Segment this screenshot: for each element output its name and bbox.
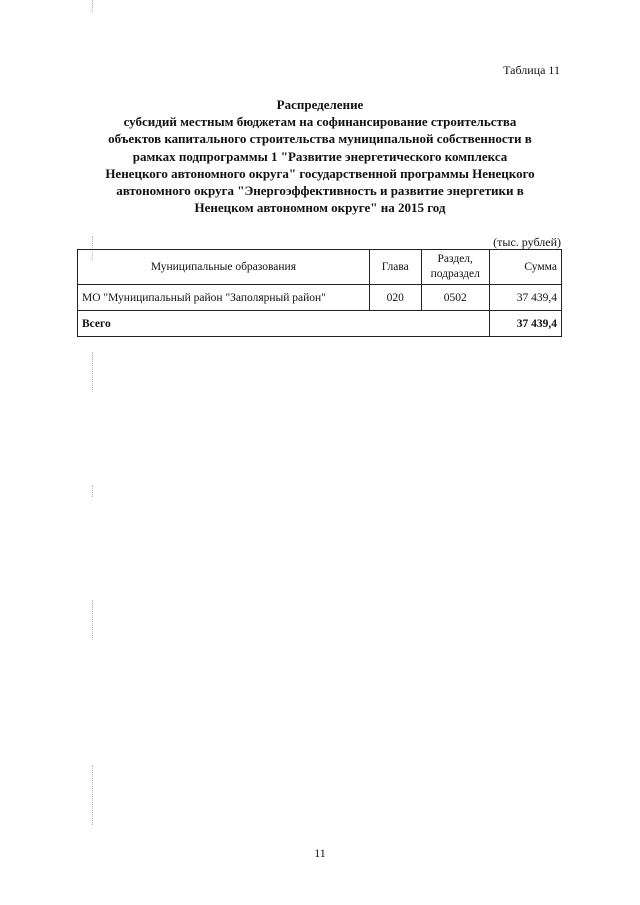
total-label: Всего [78, 311, 490, 337]
header-summa: Сумма [489, 250, 561, 285]
header-glava: Глава [369, 250, 421, 285]
scan-artifact-dots [92, 352, 94, 392]
header-razdel-line2: подраздел [430, 268, 480, 280]
header-municipality: Муниципальные образования [78, 250, 370, 285]
table-header-row [78, 250, 562, 285]
units-note: (тыс. рублей) [493, 235, 561, 249]
title-line: Распределение [276, 97, 364, 112]
document-title [60, 96, 580, 216]
title-line: объектов капитального строительства муниципальной собственности в [108, 131, 532, 147]
title-line: субсидий местным бюджетам на софинансирование строительства [123, 114, 517, 130]
title-line: Ненецкого автономного округа" государственной программы Ненецкого [105, 165, 535, 181]
table-row [78, 285, 562, 311]
scan-artifact-dots [92, 0, 94, 12]
title-line: Ненецком автономном округе" на 2015 год [194, 200, 446, 216]
total-row [78, 311, 562, 337]
subsidy-table [77, 249, 562, 337]
title-line: рамках подпрограммы 1 "Развитие энергетического комплекса [132, 148, 508, 164]
title-line: автономного округа "Энергоэффективность и развитие энергетики в [116, 183, 524, 199]
cell-glava: 020 [369, 285, 421, 311]
scan-artifact-dots [92, 485, 94, 497]
cell-razdel: 0502 [421, 285, 489, 311]
cell-municipality: МО "Муниципальный район "Заполярный район" [78, 285, 370, 311]
table-number-label: Таблица 11 [503, 63, 560, 77]
header-razdel-line1: Раздел, [437, 253, 473, 265]
total-summa: 37 439,4 [489, 311, 561, 337]
cell-summa: 37 439,4 [489, 285, 561, 311]
scan-artifact-dots [92, 765, 94, 825]
scan-artifact-dots [92, 600, 94, 640]
header-razdel [421, 250, 489, 285]
page-number: 11 [314, 846, 326, 860]
